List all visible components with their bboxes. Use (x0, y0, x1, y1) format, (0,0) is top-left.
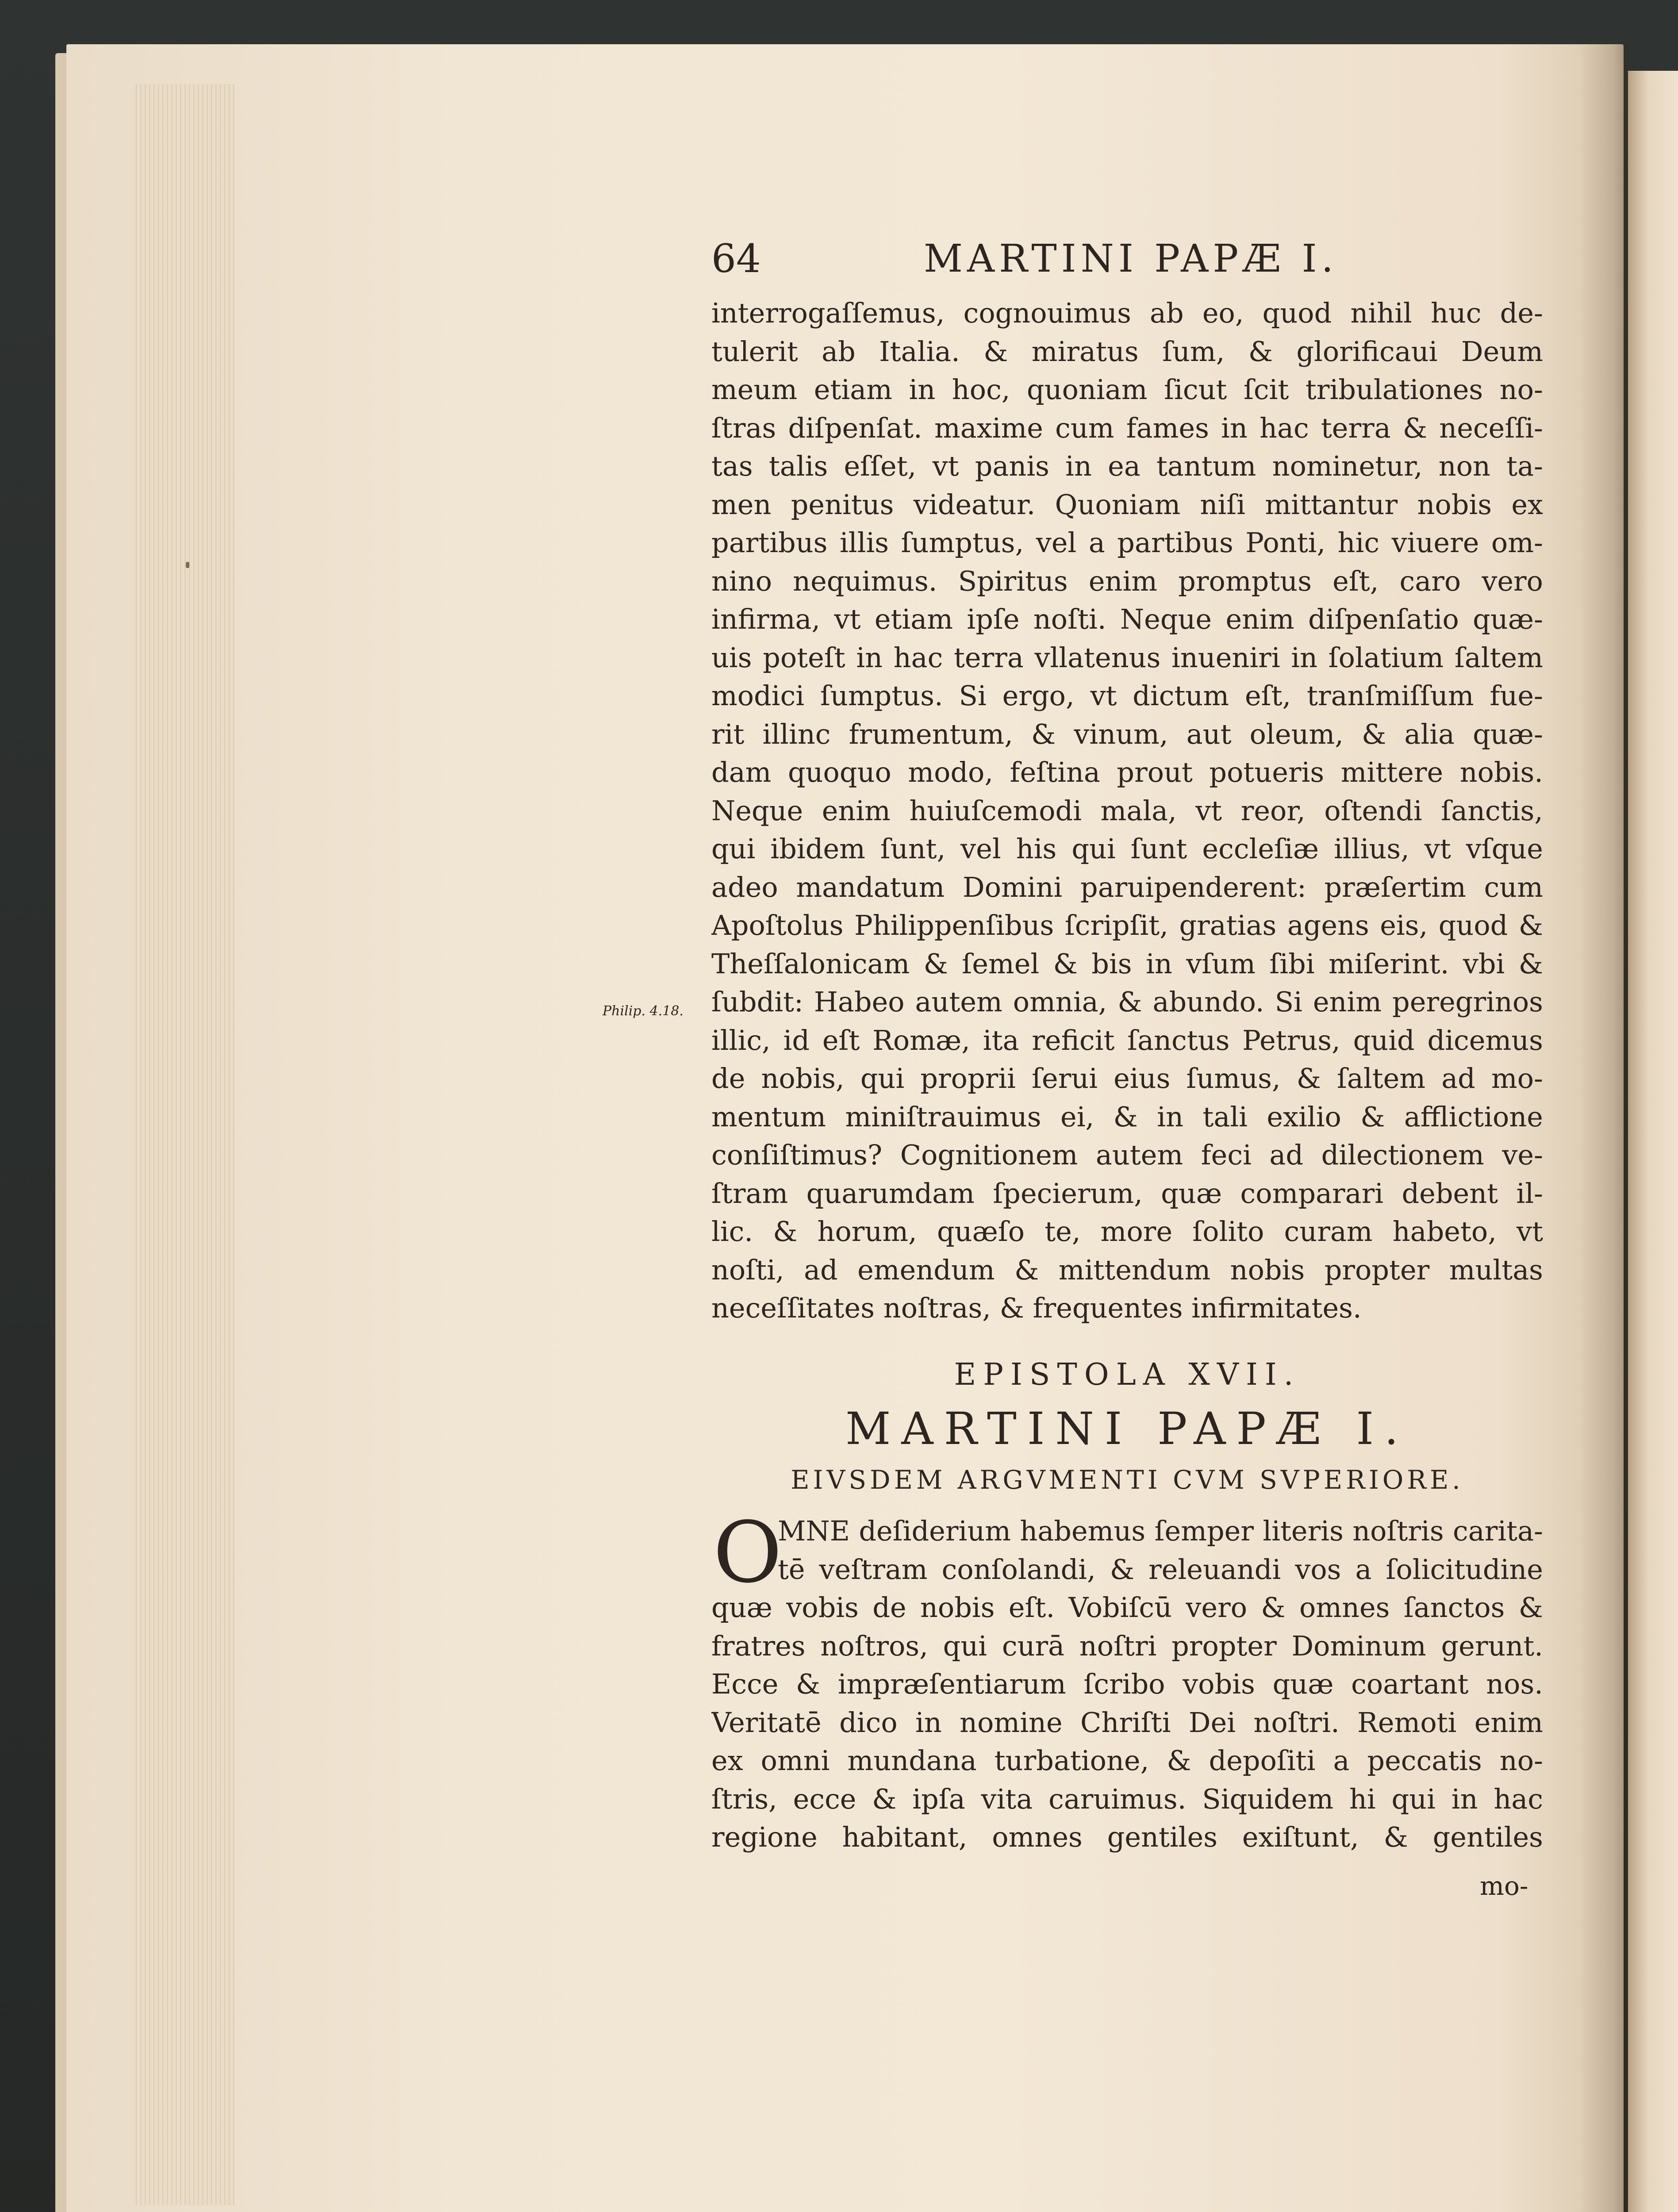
text-line: Veritatē dico in nomine Chriſti Dei noſtri. Remoti enim (711, 1706, 1543, 1739)
text-line: tē veſtram conſolandi, & releuandi vos a ſolicitudine (778, 1553, 1543, 1586)
text-line: modici ſumptus. Si ergo, vt dictum eſt, tranſmiſſum fue- (711, 680, 1543, 712)
facing-page-edge (1628, 71, 1678, 2212)
text-line: conſiſtimus? Cognitionem autem feci ad dilectionem ve- (711, 1139, 1543, 1171)
text-line: adeo mandatum Domini paruipenderent: præſertim cum (711, 871, 1543, 903)
text-line: Apoſtolus Philippenſibus ſcripſit, gratias agens eis, quod & (711, 909, 1543, 941)
text-line: Ecce & impræſentiarum ſcribo vobis quæ coartant nos. (711, 1668, 1543, 1700)
epistle-number-heading: EPISTOLA XVII. (954, 1357, 1301, 1392)
text-line: mentum miniſtrauimus ei, & in tali exilio & afflictione (711, 1100, 1543, 1133)
epistle-author-heading: MARTINI PAPÆ I. (845, 1403, 1409, 1455)
text-line: lic. & horum, quæſo te, more ſolito curam habeto, vt (711, 1215, 1543, 1248)
text-line: ſubdit: Habeo autem omnia, & abundo. Si enim peregrinos (711, 986, 1543, 1018)
text-line: ſtram quarumdam ſpecierum, quæ comparari debent il- (711, 1177, 1543, 1210)
catchword: mo- (1480, 1871, 1528, 1901)
text-line: quæ vobis de nobis eſt. Vobiſcū vero & omnes ſanctos & (711, 1591, 1543, 1624)
drop-capital: O (713, 1504, 782, 1601)
text-line: noſti, ad emendum & mittendum nobis propter multas (711, 1253, 1543, 1286)
text-line: tas talis eſſet, vt panis in ea tantum nominetur, non ta- (711, 450, 1543, 482)
text-line: tulerit ab Italia. & miratus ſum, & glorificaui Deum (711, 335, 1543, 368)
text-line: meum etiam in hoc, quoniam ſicut ſcit tribulationes no- (711, 373, 1543, 406)
text-line: interrogaſſemus, cognouimus ab eo, quod nihil huc de- (711, 297, 1543, 329)
epistle-subtitle: EIVSDEM ARGVMENTI CVM SVPERIORE. (791, 1465, 1464, 1495)
text-line: ex omni mundana turbatione, & depoſiti a peccatis no- (711, 1744, 1543, 1777)
ink-spot (186, 562, 189, 568)
text-line: MNE deſiderium habemus ſemper literis noſtris carita- (778, 1515, 1543, 1547)
text-line: regione habitant, omnes gentiles exiſtunt, & gentiles (711, 1821, 1543, 1853)
text-line: ſtris, ecce & ipſa vita caruimus. Siquidem hi qui in hac (711, 1782, 1543, 1815)
text-line: ſtras diſpenſat. maxime cum fames in hac terra & neceſſi- (711, 411, 1543, 444)
text-line: dam quoquo modo, feſtina prout potueris mittere nobis. (711, 756, 1543, 788)
text-line: partibus illis ſumptus, vel a partibus Ponti, hic viuere om- (711, 526, 1543, 559)
margin-reference: Philip. 4.18. (603, 1003, 683, 1019)
page-number: 64 (711, 236, 761, 281)
text-line: neceſſitates noſtras, & frequentes infirmitates. (711, 1292, 1362, 1324)
epistle-body-text (711, 1504, 1543, 1857)
text-line: illic, id eſt Romæ, ita reficit ſanctus Petrus, quid dicemus (711, 1024, 1543, 1056)
page-gutter (1579, 44, 1628, 2212)
text-line: men penitus videatur. Quoniam niſi mittantur nobis ex (711, 488, 1543, 521)
text-line: Neque enim huiuſcemodi mala, vt reor, oſtendi ſanctis, (711, 794, 1543, 827)
text-line: infirma, vt etiam ipſe noſti. Neque enim diſpenſatio quæ- (711, 603, 1543, 635)
letter-body-text (711, 294, 1543, 1328)
text-line: uis poteſt in hac terra vllatenus inueniri in ſolatium ſaltem (711, 641, 1543, 674)
text-line: fratres noſtros, qui curā noſtri propter Dominum gerunt. (711, 1629, 1543, 1662)
text-line: rit illinc frumentum, & vinum, aut oleum, & alia quæ- (711, 718, 1543, 750)
text-line: de nobis, qui proprii ſerui eius ſumus, & ſaltem ad mo- (711, 1062, 1543, 1094)
running-title: MARTINI PAPÆ I. (924, 237, 1338, 281)
page-header (711, 234, 1366, 283)
text-line: Theſſalonicam & ſemel & bis in vſum ſibi miſerint. vbi & (711, 947, 1543, 980)
page-edges (133, 84, 234, 2205)
text-line: qui ibidem ſunt, vel his qui ſunt eccleſiæ illius, vt vſque (711, 833, 1543, 865)
text-line: nino nequimus. Spiritus enim promptus eſt, caro vero (711, 565, 1543, 597)
